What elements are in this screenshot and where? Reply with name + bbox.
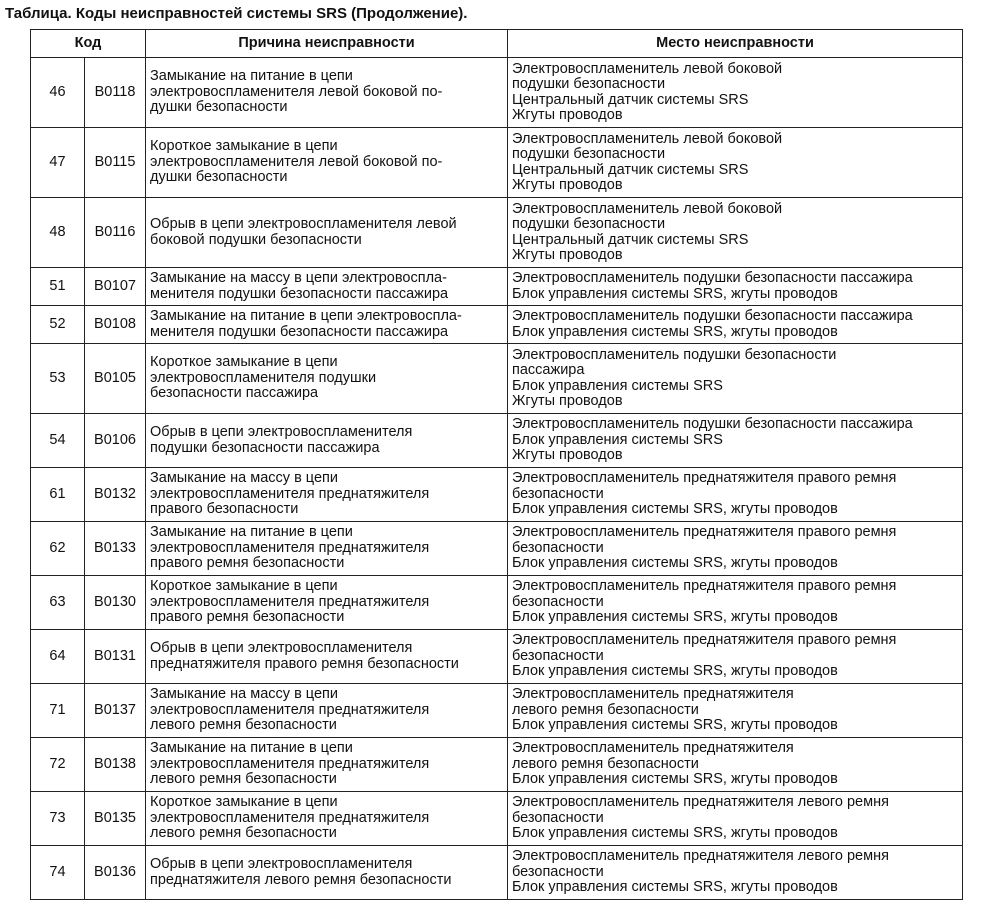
fault-cause: [146, 414, 508, 468]
location-line: Центральный датчик системы SRS: [512, 161, 749, 178]
fault-cause: [146, 268, 508, 306]
row-number: 46: [31, 58, 85, 128]
table-row: [31, 128, 963, 198]
cause-line: электровоспламенителя преднатяжителя: [150, 809, 430, 826]
fault-code: B0136: [85, 846, 146, 900]
cause-line: преднатяжителя левого ремня безопасности: [150, 871, 452, 888]
location-line: Жгуты проводов: [512, 177, 623, 193]
table-row: [31, 58, 963, 128]
fault-cause: [146, 738, 508, 792]
cause-line: Короткое замыкание в цепи: [150, 578, 338, 595]
table-row: [31, 468, 963, 522]
cause-line: душки безопасности: [150, 169, 288, 186]
location-line: Жгуты проводов: [512, 447, 623, 464]
cause-line: электровоспламенителя преднатяжителя: [150, 485, 430, 502]
cause-line: душки безопасности: [150, 99, 288, 116]
table-row: [31, 344, 963, 414]
row-number: 64: [31, 630, 85, 684]
location-line: Центральный датчик системы SRS: [512, 91, 749, 108]
location-line: безопасности: [512, 593, 604, 610]
cause-line: левого ремня безопасности: [150, 717, 337, 734]
page-title: Таблица. Коды неисправностей системы SRS (Продолжение).: [5, 5, 468, 22]
row-number: 53: [31, 344, 85, 414]
cause-line: Короткое замыкание в цепи: [150, 794, 338, 811]
fault-location: [508, 468, 963, 522]
location-line: Блок управления системы SRS, жгуты проводов: [512, 555, 838, 572]
location-line: безопасности: [512, 647, 604, 664]
cause-line: менителя подушки безопасности пассажира: [150, 323, 449, 340]
table-row: [31, 684, 963, 738]
header-cause: Причина неисправности: [146, 30, 508, 58]
table-row: [31, 306, 963, 344]
location-line: Электровоспламенитель преднатяжителя левого ремня: [512, 794, 889, 811]
row-number: 52: [31, 306, 85, 344]
fault-cause: [146, 128, 508, 198]
row-number: 73: [31, 792, 85, 846]
fault-cause: [146, 468, 508, 522]
fault-location: [508, 128, 963, 198]
fault-code: B0106: [85, 414, 146, 468]
location-line: пассажира: [512, 362, 585, 378]
location-line: безопасности: [512, 809, 604, 826]
header-code: Код: [31, 30, 146, 58]
row-number: 54: [31, 414, 85, 468]
cause-line: Замыкание на питание в цепи: [150, 524, 353, 541]
fault-cause: [146, 58, 508, 128]
location-line: левого ремня безопасности: [512, 755, 699, 772]
cause-line: левого ремня безопасности: [150, 825, 337, 842]
fault-code: B0133: [85, 522, 146, 576]
location-line: Электровоспламенитель преднатяжителя правого ремня: [512, 524, 897, 541]
location-line: Блок управления системы SRS, жгуты проводов: [512, 609, 838, 626]
table-row: [31, 268, 963, 306]
cause-line: правого безопасности: [150, 501, 299, 518]
location-line: Электровоспламенитель преднатяжителя правого ремня: [512, 578, 897, 595]
fault-location: [508, 630, 963, 684]
location-line: Электровоспламенитель подушки безопасности пассажира: [512, 270, 913, 286]
location-line: Блок управления системы SRS, жгуты проводов: [512, 501, 838, 518]
table-row: [31, 630, 963, 684]
location-line: безопасности: [512, 863, 604, 880]
cause-line: электровоспламенителя левой боковой по-: [150, 83, 443, 100]
cause-line: Обрыв в цепи электровоспламенителя: [150, 856, 413, 872]
fault-code: B0135: [85, 792, 146, 846]
location-line: Блок управления системы SRS, жгуты проводов: [512, 323, 838, 340]
location-line: Электровоспламенитель преднатяжителя левого ремня: [512, 848, 889, 865]
fault-cause: [146, 846, 508, 900]
cause-line: левого ремня безопасности: [150, 771, 337, 788]
location-line: Электровоспламенитель подушки безопасности: [512, 346, 837, 363]
fault-location: [508, 522, 963, 576]
location-line: Электровоспламенитель подушки безопасности пассажира: [512, 416, 913, 433]
row-number: 71: [31, 684, 85, 738]
location-line: Электровоспламенитель преднатяжителя: [512, 740, 794, 757]
table-header-row: [31, 30, 963, 58]
fault-cause: [146, 792, 508, 846]
fault-codes-table: [30, 29, 963, 900]
location-line: Блок управления системы SRS, жгуты проводов: [512, 663, 838, 680]
location-line: Блок управления системы SRS: [512, 377, 723, 394]
fault-location: [508, 344, 963, 414]
fault-cause: [146, 344, 508, 414]
table-body: [31, 58, 963, 900]
row-number: 61: [31, 468, 85, 522]
fault-code: B0115: [85, 128, 146, 198]
row-number: 74: [31, 846, 85, 900]
cause-line: электровоспламенителя левой боковой по-: [150, 153, 443, 170]
fault-cause: [146, 576, 508, 630]
fault-cause: [146, 630, 508, 684]
cause-line: безопасности пассажира: [150, 385, 319, 402]
location-line: Электровоспламенитель левой боковой: [512, 130, 783, 147]
fault-code: B0105: [85, 344, 146, 414]
location-line: Блок управления системы SRS, жгуты проводов: [512, 717, 838, 734]
fault-location: [508, 684, 963, 738]
fault-cause: [146, 306, 508, 344]
row-number: 62: [31, 522, 85, 576]
fault-code: B0131: [85, 630, 146, 684]
cause-line: Обрыв в цепи электровоспламенителя левой: [150, 216, 457, 232]
cause-line: правого ремня безопасности: [150, 609, 345, 626]
table-row: [31, 576, 963, 630]
row-number: 47: [31, 128, 85, 198]
location-line: левого ремня безопасности: [512, 701, 699, 718]
location-line: Блок управления системы SRS, жгуты проводов: [512, 285, 838, 302]
cause-line: Замыкание на массу в цепи электровоспла-: [150, 270, 447, 286]
location-line: Электровоспламенитель преднатяжителя: [512, 686, 794, 703]
location-line: Блок управления системы SRS, жгуты проводов: [512, 879, 838, 896]
row-number: 63: [31, 576, 85, 630]
cause-line: подушки безопасности пассажира: [150, 439, 380, 456]
table-row: [31, 738, 963, 792]
cause-line: правого ремня безопасности: [150, 555, 345, 572]
table-row: [31, 414, 963, 468]
fault-location: [508, 576, 963, 630]
cause-line: Замыкание на питание в цепи: [150, 68, 353, 85]
fault-location: [508, 738, 963, 792]
location-line: Электровоспламенитель левой боковой: [512, 200, 783, 217]
cause-line: Замыкание на питание в цепи: [150, 740, 353, 757]
fault-code: B0132: [85, 468, 146, 522]
cause-line: Замыкание на питание в цепи электровоспла-: [150, 308, 462, 324]
fault-code: B0108: [85, 306, 146, 344]
location-line: безопасности: [512, 485, 604, 502]
fault-code: B0107: [85, 268, 146, 306]
location-line: Блок управления системы SRS, жгуты проводов: [512, 771, 838, 788]
fault-cause: [146, 198, 508, 268]
location-line: Электровоспламенитель преднатяжителя правого ремня: [512, 470, 897, 487]
location-line: Жгуты проводов: [512, 393, 623, 409]
location-line: Центральный датчик системы SRS: [512, 231, 749, 248]
cause-line: Короткое замыкание в цепи: [150, 138, 338, 155]
fault-location: [508, 198, 963, 268]
location-line: Электровоспламенитель подушки безопасности пассажира: [512, 308, 913, 324]
fault-location: [508, 58, 963, 128]
row-number: 72: [31, 738, 85, 792]
row-number: 51: [31, 268, 85, 306]
fault-location: [508, 268, 963, 306]
fault-code: B0130: [85, 576, 146, 630]
fault-cause: [146, 684, 508, 738]
cause-line: электровоспламенителя преднатяжителя: [150, 593, 430, 610]
table-row: [31, 792, 963, 846]
cause-line: Обрыв в цепи электровоспламенителя: [150, 424, 413, 440]
cause-line: Короткое замыкание в цепи: [150, 354, 338, 371]
fault-code: B0137: [85, 684, 146, 738]
location-line: подушки безопасности: [512, 76, 666, 92]
location-line: безопасности: [512, 539, 604, 556]
fault-code: B0138: [85, 738, 146, 792]
fault-location: [508, 792, 963, 846]
cause-line: электровоспламенителя преднатяжителя: [150, 755, 430, 772]
fault-code: B0118: [85, 58, 146, 128]
location-line: Блок управления системы SRS: [512, 431, 723, 448]
cause-line: электровоспламенителя подушки: [150, 369, 377, 386]
table-row: [31, 846, 963, 900]
location-line: подушки безопасности: [512, 146, 666, 162]
cause-line: Обрыв в цепи электровоспламенителя: [150, 640, 413, 656]
location-line: Электровоспламенитель левой боковой: [512, 60, 783, 77]
cause-line: Замыкание на массу в цепи: [150, 470, 338, 487]
row-number: 48: [31, 198, 85, 268]
table-row: [31, 522, 963, 576]
cause-line: менителя подушки безопасности пассажира: [150, 285, 449, 302]
fault-code: B0116: [85, 198, 146, 268]
location-line: Электровоспламенитель преднатяжителя правого ремня: [512, 632, 897, 649]
cause-line: преднатяжителя правого ремня безопасности: [150, 655, 459, 672]
fault-location: [508, 846, 963, 900]
cause-line: электровоспламенителя преднатяжителя: [150, 701, 430, 718]
header-location: Место неисправности: [508, 30, 963, 58]
location-line: Блок управления системы SRS, жгуты проводов: [512, 825, 838, 842]
location-line: подушки безопасности: [512, 216, 666, 232]
cause-line: боковой подушки безопасности: [150, 231, 362, 248]
fault-cause: [146, 522, 508, 576]
fault-location: [508, 414, 963, 468]
cause-line: Замыкание на массу в цепи: [150, 686, 338, 703]
location-line: Жгуты проводов: [512, 107, 623, 123]
cause-line: электровоспламенителя преднатяжителя: [150, 539, 430, 556]
fault-location: [508, 306, 963, 344]
location-line: Жгуты проводов: [512, 247, 623, 263]
table-row: [31, 198, 963, 268]
